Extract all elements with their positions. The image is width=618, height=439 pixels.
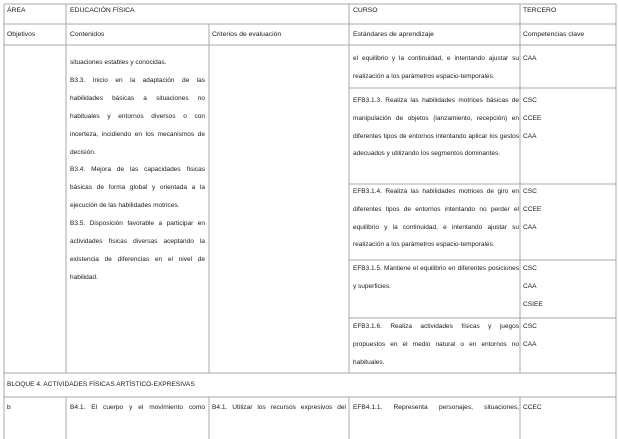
- competencia-item: CCEE: [523, 206, 542, 213]
- col-header-criterios: Criterios de evaluación: [212, 31, 282, 38]
- competencia-item: CSC: [523, 188, 537, 195]
- competencias-cell: [523, 318, 537, 354]
- contenido-item: B3.5. Disposición favorable a participar en actividades físicas diversas aceptando la existencia de diferencias en el nivel de habilidad.: [70, 220, 205, 281]
- bloque-competencia: CCEC: [523, 404, 542, 411]
- competencias-cell: [523, 92, 541, 146]
- competencias-cell: [523, 183, 541, 237]
- competencia-item: CAA: [523, 133, 537, 140]
- estandar-text: EFB3.1.4. Realiza las habilidades motrices de giro en diferentes tipos de entornos intentando no perder el equilibrio y la continuidad, e intentando ajustar su realización a los parámetros espacio-temporales.: [353, 188, 519, 249]
- area-label: ÁREA: [7, 7, 26, 14]
- competencias-cell: [523, 260, 543, 314]
- competencia-item: CAA: [523, 224, 537, 231]
- col-header-objetivos: Objetivos: [7, 31, 36, 38]
- bloque-criterio: B4.1. Utilizar los recursos expresivos del: [212, 404, 346, 411]
- area-value: EDUCACIÓN FÍSICA: [70, 7, 135, 14]
- estandar-cell: [353, 260, 519, 296]
- competencias-cell: [523, 50, 537, 68]
- bloque-estandar: EFB4.1.1. Representa personajes, situaciones,: [353, 404, 519, 411]
- estandar-text: EFB3.1.3. Realiza las habilidades motrices básicas de manipulación de objetos (lanzamiento, recepción) en diferentes tipos de entornos intentando aplicar los gestos adecuados y utilizando los segmentos dominantes.: [353, 97, 519, 158]
- competencia-item: CAA: [523, 341, 537, 348]
- bloque-title: BLOQUE 4. ACTIVIDADES FÍSICAS ARTÍSTICO-EXPRESIVAS: [7, 381, 195, 388]
- curso-label: CURSO: [353, 7, 378, 14]
- competencia-item: CSC: [523, 265, 537, 272]
- col-header-estandares: Estándares de aprendizaje: [353, 31, 434, 38]
- competencia-item: CAA: [523, 55, 537, 62]
- col-header-competencias: Competencias clave: [523, 31, 585, 38]
- estandar-cell: [353, 50, 519, 86]
- competencia-item: CSC: [523, 97, 537, 104]
- contenido-item: situaciones estables y conocidas.: [70, 59, 167, 66]
- bloque-contenido: B4.1. El cuerpo y el movimiento como: [70, 404, 205, 411]
- col-header-contenidos: Contenidos: [70, 31, 105, 38]
- estandar-cell: [353, 183, 519, 254]
- contenido-item: B3.4. Mejora de las capacidades físicas básicas de forma global y orientada a la ejecución de las habilidades motrices.: [70, 166, 205, 210]
- contenidos-cell: [70, 54, 205, 287]
- competencia-item: CSIEE: [523, 301, 543, 308]
- contenido-item: B3.3. Inicio en la adaptación de las habilidades básicas a situaciones no habituales y entornos diversos o con incerteza, incidiendo en los mecanismos de decisión.: [70, 76, 205, 156]
- estandar-text: el equilibrio y la continuidad, e intentando ajustar su realización a los parámetros espacio-temporales.: [353, 55, 519, 80]
- estandar-text: EFB3.1.5. Mantiene el equilibrio en diferentes posiciones y superficies.: [353, 265, 519, 290]
- competencia-item: CCEE: [523, 115, 542, 122]
- competencia-item: CSC: [523, 323, 537, 330]
- estandar-text: EFB3.1.6. Realiza actividades físicas y juegos propuestos en el medio natural o en entornos no habituales.: [353, 323, 519, 366]
- bloque-objetivo: b: [7, 404, 11, 411]
- estandar-cell: [353, 92, 519, 163]
- curso-value: TERCERO: [523, 7, 557, 14]
- competencia-item: CAA: [523, 283, 537, 290]
- estandar-cell: [353, 318, 519, 371]
